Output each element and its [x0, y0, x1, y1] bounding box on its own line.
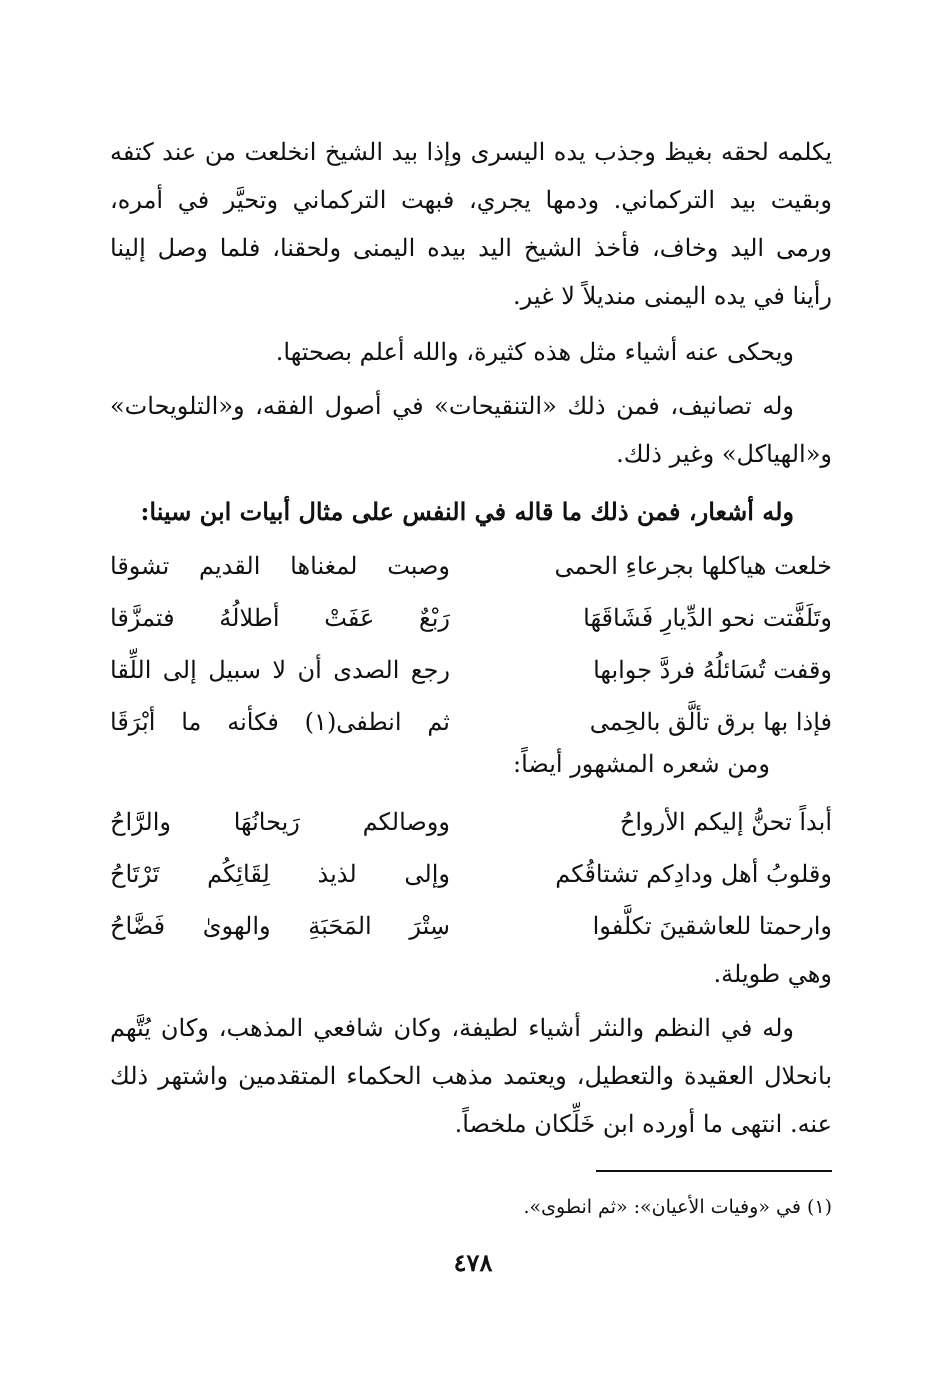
verse-line: [110, 848, 832, 900]
verse-first-hemistich: وقلوبُ أهل ودادِكم تشتاقُكم: [555, 860, 832, 888]
verse-line: [110, 796, 832, 848]
footnote-divider: [596, 1170, 832, 1172]
verse-first-hemistich: خلعت هياكلها بجرعاءِ الحمى: [554, 552, 832, 580]
verse-line: [110, 644, 832, 696]
verse-first-hemistich: وتَلَفَّتت نحو الدِّيارِ فَشَاقَهَا: [583, 604, 832, 632]
paragraph-poem2-intro: ومن شعره المشهور أيضاً:: [513, 750, 770, 778]
paragraph-poem-intro: وله أشعار، فمن ذلك ما قاله في النفس على مثال أبيات ابن سينا:: [140, 497, 794, 526]
verse-second-hemistich: رَبْعٌ عَفَتْ أطلالُهُ فتمزَّقا: [110, 604, 450, 632]
verse-second-hemistich: وصبت لمغناها القديم تشوقا: [110, 552, 450, 580]
paragraph-conclusion: وله في النظم والنثر أشياء لطيفة، وكان شافعي المذهب، وكان يُتَّهم بانحلال العقيدة والتعطيل، ويعتمد مذهب الحكماء المتقدمين واشتهر ذلك عنه. انتهى ما أورده ابن خَلِّكان ملخصاً.: [110, 1014, 832, 1138]
page-number: ٤٧٨: [453, 1248, 493, 1277]
verse-first-hemistich: وارحمتا للعاشقينَ تكلَّفوا: [592, 912, 832, 940]
poem-1: [110, 540, 832, 748]
paragraph-story-end: يكلمه لحقه بغيظ وجذب يده اليسرى وإذا بيد الشيخ انخلعت من عند كتفه وبقيت بيد التركماني. ودمها يجري، فبهت التركماني وتحيَّر في أمره، ورمى اليد وخاف، فأخذ الشيخ اليد بيده اليمنى ولحقنا، فلما وصل إلينا رأينا في يده اليمنى منديلاً لا غير.: [110, 138, 832, 310]
poem-2: [110, 796, 832, 952]
verse-second-hemistich: ووصالكم رَيحانُهَا والرَّاحُ: [110, 808, 450, 836]
paragraph-works: وله تصانيف، فمن ذلك «التنقيحات» في أصول الفقه، و«التلويحات» و«الهياكل» وغير ذلك.: [110, 392, 832, 468]
footnote: (١) في «وفيات الأعيان»: «ثم انطوى».: [523, 1196, 832, 1218]
verse-line: [110, 592, 832, 644]
paragraph-miracles: ويحكى عنه أشياء مثل هذه كثيرة، والله أعلم بصحتها.: [275, 338, 794, 366]
verse-line: [110, 540, 832, 592]
verse-line: [110, 900, 832, 952]
verse-second-hemistich: ثم انطفى(١) فكأنه ما أبْرَقَا: [110, 708, 450, 736]
verse-first-hemistich: أبداً تحنُّ إليكم الأرواحُ: [619, 808, 832, 836]
verse-second-hemistich: سِتْرَ المَحَبَةِ والهوىٰ فَضَّاحُ: [110, 912, 450, 940]
verse-first-hemistich: وقفت تُسَائلُهُ فردَّ جوابها: [593, 656, 832, 684]
verse-second-hemistich: وإلى لذيذ لِقَائِكُم تَرْتَاحُ: [110, 860, 450, 888]
paragraph-long-note: وهي طويلة.: [713, 960, 832, 988]
verse-second-hemistich: رجع الصدى أن لا سبيل إلى اللِّقا: [110, 656, 450, 684]
verse-first-hemistich: فإذا بها برق تألَّق بالحِمى: [589, 708, 832, 736]
